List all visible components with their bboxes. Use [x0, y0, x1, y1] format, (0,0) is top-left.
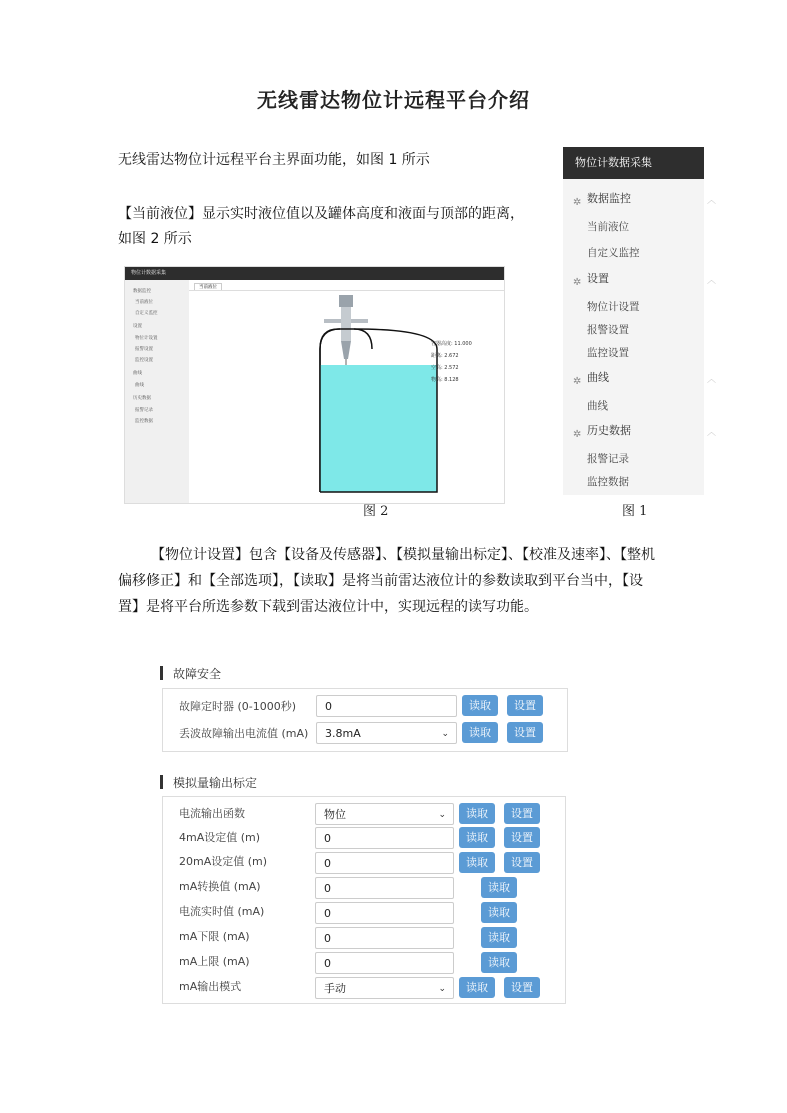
field-label: mA输出模式 [179, 980, 242, 993]
select-value: 手动 [324, 982, 346, 995]
section-bar [160, 775, 163, 789]
figure-2-caption: 图 2 [363, 504, 389, 519]
field-label: mA上限 (mA) [179, 955, 250, 968]
figure-2-level-screen [124, 266, 505, 504]
loss-fault-current-select[interactable] [316, 722, 457, 744]
reading-tank-height: 容器高度: 11.000 [431, 341, 472, 347]
set-button[interactable]: 设置 [504, 803, 540, 824]
4ma-setpoint-input[interactable]: 0 [315, 827, 454, 849]
mini-item[interactable]: 监控设置 [135, 358, 153, 363]
sidebar-header: 物位计数据采集 [563, 147, 704, 179]
ma-output-mode-select[interactable] [315, 977, 454, 999]
chevron-down-icon: ⌄ [438, 810, 446, 820]
group-label: 数据监控 [587, 192, 631, 205]
reading-material-height: 物高: 8.128 [431, 377, 459, 383]
mini-item[interactable]: 自定义监控 [135, 311, 158, 316]
group-label: 设置 [587, 272, 609, 285]
intro-text: 无线雷达物位计远程平台主界面功能，如图 1 所示 [118, 152, 430, 168]
read-button[interactable]: 读取 [459, 852, 495, 873]
read-button[interactable]: 读取 [481, 877, 517, 898]
read-button[interactable]: 读取 [481, 927, 517, 948]
field-label: 丢波故障输出电流值 (mA) [179, 727, 309, 740]
read-button[interactable]: 读取 [462, 722, 498, 743]
group-label: 历史数据 [587, 424, 631, 437]
section-title: 故障安全 [173, 667, 222, 681]
field-label: 故障定时器 (0-1000秒) [179, 700, 297, 713]
sidebar-item-curve[interactable]: 曲线 [587, 400, 608, 412]
sidebar-item-monitor-settings[interactable]: 监控设置 [587, 347, 629, 359]
settings-desc-line3: 置】是将平台所选参数下载到雷达液位计中，实现远程的读写功能。 [118, 599, 538, 615]
sidebar-group-settings[interactable] [563, 269, 728, 289]
mini-item[interactable]: 当前液位 [135, 300, 153, 305]
sidebar-item-alarm-records[interactable]: 报警记录 [587, 453, 629, 465]
gear-icon: ✲ [573, 376, 582, 387]
sidebar-item-monitor-data[interactable]: 监控数据 [587, 476, 629, 488]
section-analog-output [160, 774, 257, 791]
field-label: 电流实时值 (mA) [179, 905, 265, 918]
chevron-up-icon: ︿ [706, 375, 716, 385]
settings-desc-line1: 【物位计设置】包含【设备及传感器】、【模拟量输出标定】、【校准及速率】、【整机 [151, 547, 655, 563]
current-output-function-select[interactable] [315, 803, 454, 825]
settings-desc-line2: 偏移修正】和【全部选项】，【读取】是将当前雷达液位计的参数读取到平台当中，【设 [118, 573, 643, 589]
radar-body [341, 307, 351, 341]
20ma-setpoint-input[interactable]: 0 [315, 852, 454, 874]
select-value: 3.8mA [325, 727, 361, 740]
tab-current-level[interactable]: 当前液位 [194, 283, 222, 291]
level-desc-line1: 【当前液位】显示实时液位值以及罐体高度和液面与顶部的距离， [118, 206, 524, 222]
read-button[interactable]: 读取 [481, 902, 517, 923]
mini-item[interactable]: 数据监控 [133, 289, 151, 294]
sidebar-item-current-level[interactable]: 当前液位 [587, 221, 629, 233]
sidebar-item-alarm-settings[interactable]: 报警设置 [587, 324, 629, 336]
gear-icon: ✲ [573, 429, 582, 440]
sidebar-group-curve[interactable] [563, 368, 728, 388]
read-button[interactable]: 读取 [459, 827, 495, 848]
ma-upper-limit-input[interactable]: 0 [315, 952, 454, 974]
gear-icon: ✲ [573, 197, 582, 208]
sidebar-item-level-meter-settings[interactable]: 物位计设置 [587, 301, 640, 313]
mini-item[interactable]: 设置 [133, 324, 142, 329]
mini-item[interactable]: 曲线 [135, 383, 144, 388]
tank-diagram [310, 287, 450, 497]
read-button[interactable]: 读取 [481, 952, 517, 973]
select-value: 物位 [324, 808, 346, 821]
document-title: 无线雷达物位计远程平台介绍 [257, 88, 530, 112]
sidebar-group-history[interactable] [563, 421, 728, 441]
liquid-fill [320, 365, 437, 492]
read-button[interactable]: 读取 [459, 803, 495, 824]
gear-icon: ✲ [573, 277, 582, 288]
mini-item[interactable]: 报警设置 [135, 347, 153, 352]
field-label: 电流输出函数 [179, 807, 245, 820]
set-button[interactable]: 设置 [504, 827, 540, 848]
field-label: 4mA设定值 (m) [179, 831, 261, 844]
mini-item[interactable]: 物位计设置 [135, 336, 158, 341]
level-desc-line2: 如图 2 所示 [118, 231, 192, 247]
section-fault-safety [160, 665, 221, 682]
fault-safety-panel [162, 688, 568, 752]
chevron-up-icon: ︿ [706, 428, 716, 438]
sidebar-item-custom-monitor[interactable]: 自定义监控 [587, 247, 640, 259]
reading-distance: 距离: 2.672 [431, 353, 459, 359]
fault-timer-input[interactable]: 0 [316, 695, 457, 717]
section-bar [160, 666, 163, 680]
figure-1-caption: 图 1 [622, 504, 648, 519]
read-button[interactable]: 读取 [462, 695, 498, 716]
radar-head [339, 295, 353, 307]
ma-conversion-input[interactable]: 0 [315, 877, 454, 899]
read-button[interactable]: 读取 [459, 977, 495, 998]
field-label: 20mA设定值 (m) [179, 855, 268, 868]
chevron-up-icon: ︿ [706, 196, 716, 206]
set-button[interactable]: 设置 [507, 695, 543, 716]
set-button[interactable]: 设置 [504, 977, 540, 998]
field-label: mA转换值 (mA) [179, 880, 261, 893]
field-label: mA下限 (mA) [179, 930, 250, 943]
chevron-up-icon: ︿ [706, 276, 716, 286]
chevron-down-icon: ⌄ [438, 984, 446, 994]
mini-item[interactable]: 曲线 [133, 371, 142, 376]
radar-horn [341, 341, 351, 359]
mini-item[interactable]: 历史数据 [133, 396, 151, 401]
set-button[interactable]: 设置 [507, 722, 543, 743]
mini-item[interactable]: 监控数据 [135, 419, 153, 424]
analog-output-panel [162, 796, 566, 1004]
section-title: 模拟量输出标定 [173, 776, 258, 790]
group-label: 曲线 [587, 371, 609, 384]
mini-item[interactable]: 报警记录 [135, 408, 153, 413]
chevron-down-icon: ⌄ [441, 729, 449, 739]
set-button[interactable]: 设置 [504, 852, 540, 873]
ma-lower-limit-input[interactable]: 0 [315, 927, 454, 949]
app-header: 物位计数据采集 [125, 267, 504, 280]
figure-1-sidebar [563, 147, 716, 495]
sidebar-group-data-monitor[interactable] [563, 189, 728, 209]
mini-sidebar [125, 280, 189, 503]
current-realtime-input[interactable]: 0 [315, 902, 454, 924]
reading-empty-height: 空高: 2.572 [431, 365, 459, 371]
